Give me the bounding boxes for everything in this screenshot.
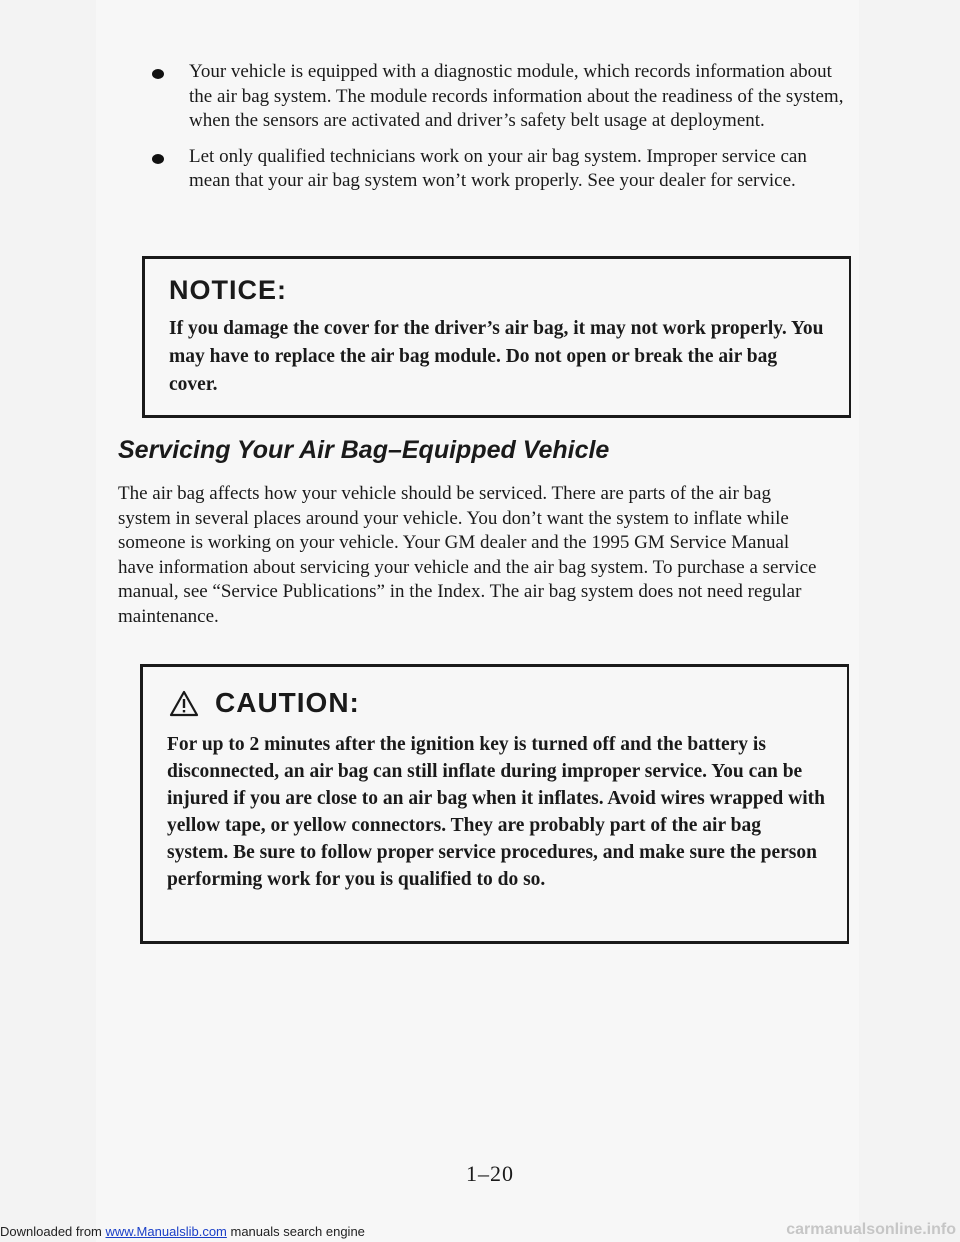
- caution-heading: CAUTION:: [215, 687, 360, 718]
- bullet-item: [152, 60, 852, 134]
- notice-text: If you damage the cover for the driver’s air bag, it may not work properly. You may have to replace the air bag module. Do not open or break the air bag cover.: [169, 318, 824, 395]
- footer-prefix: Downloaded from: [0, 1224, 106, 1239]
- section-body: The air bag affects how your vehicle should be serviced. There are parts of the air bag system in several places around your vehicle. You don’t want the system to inflate while someone is working on your vehicle. Your GM dealer and the 1995 GM Service Manual have information about servicing your vehicle and the air bag system. To purchase a service manual, see “Service Publications” in the Index. The air bag system does not need regular maintenance.: [118, 483, 817, 627]
- caution-box: [140, 664, 849, 944]
- caution-heading-row: [169, 687, 827, 719]
- bullet-icon: [152, 154, 164, 164]
- download-footer: [0, 1224, 365, 1239]
- manualslib-link[interactable]: www.Manualslib.com: [105, 1224, 227, 1239]
- bullet-item: [152, 145, 852, 194]
- bullet-list: [152, 60, 852, 205]
- page-number: 1–20: [466, 1161, 514, 1186]
- bullet-text: Your vehicle is equipped with a diagnostic module, which records information about the air bag system. The module records information about the readiness of the system, when the sensors are activated and driver’s safety belt usage at deployment.: [189, 61, 844, 131]
- warning-triangle-icon: [169, 690, 199, 717]
- section-title: Servicing Your Air Bag–Equipped Vehicle: [118, 436, 610, 464]
- manual-page: [96, 0, 859, 1242]
- watermark: carmanualsonline.info: [786, 1221, 956, 1238]
- notice-heading: NOTICE:: [169, 275, 287, 305]
- bullet-text: Let only qualified technicians work on your air bag system. Improper service can mean that your air bag system won’t work properly. See your dealer for service.: [189, 145, 807, 191]
- notice-box: [142, 256, 851, 418]
- caution-text: For up to 2 minutes after the ignition key is turned off and the battery is disconnected, an air bag can still inflate during improper service. You can be injured if you are close to an air bag when it inflates. Avoid wires wrapped with yellow tape, or yellow connectors. They are probably part of the air bag system. Be sure to follow proper service procedures, and make sure the person performing work for you is qualified to do so.: [167, 734, 825, 890]
- footer-suffix: manuals search engine: [226, 1224, 365, 1239]
- bullet-icon: [152, 69, 164, 79]
